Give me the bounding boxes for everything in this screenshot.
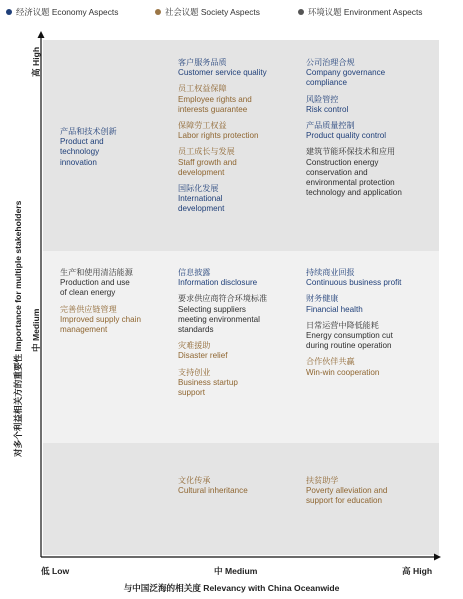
- cell-r0-c1: [178, 58, 300, 221]
- matrix-item-zh: 要求供应商符合环境标准: [178, 294, 268, 304]
- matrix-item-zh: 扶贫助学: [306, 476, 339, 485]
- matrix-item-en: Information disclosure: [178, 278, 258, 288]
- matrix-item-zh: 客户服务品质: [178, 58, 227, 67]
- matrix-item-zh: 持续商业回报: [306, 268, 355, 277]
- matrix-item-zh: 灾难援助: [178, 341, 211, 351]
- matrix-item-en: Business startup support: [178, 377, 238, 398]
- matrix-item: [60, 127, 182, 168]
- matrix-item: [178, 147, 300, 178]
- matrix-item-zh: 产品质量控制: [306, 121, 355, 131]
- matrix-item: [60, 268, 182, 299]
- matrix-item: [178, 58, 300, 78]
- cell-r2-c1: [178, 476, 300, 502]
- y-axis-label-wrap: [12, 127, 26, 457]
- cell-r1-c0: [60, 268, 182, 341]
- matrix-item: [306, 95, 441, 115]
- matrix-item: [306, 357, 441, 377]
- matrix-item-zh: 日常运营中降低能耗: [306, 320, 379, 330]
- matrix-item-en: Customer service quality: [178, 68, 267, 78]
- cell-r0-c2: [306, 58, 441, 204]
- legend-label-economy: 经济议题 Economy Aspects: [16, 7, 119, 17]
- matrix-item-en: Continuous business profit: [306, 278, 402, 288]
- matrix-item-zh: 公司治理合规: [306, 58, 355, 67]
- matrix-item-en: Staff growth and development: [178, 157, 237, 177]
- matrix-item-en: Labor rights protection: [178, 131, 259, 141]
- matrix-item: [178, 268, 300, 288]
- matrix-item-zh: 支持创业: [178, 367, 211, 377]
- matrix-item-en: Construction energy conservation and environmental protection technology and application: [306, 157, 402, 198]
- matrix-item-zh: 信息披露: [178, 268, 211, 277]
- matrix-item-en: Product and technology innovation: [60, 137, 104, 167]
- x-tick-high: 高 High: [402, 566, 433, 576]
- matrix-item: [306, 476, 441, 507]
- matrix-item-en: Company governance compliance: [306, 68, 386, 88]
- matrix-item: [178, 84, 300, 115]
- x-tick-low: 低 Low: [41, 566, 70, 576]
- matrix-item: [60, 305, 182, 336]
- matrix-item-en: Financial health: [306, 304, 363, 314]
- matrix-item-zh: 产品和技术创新: [60, 127, 117, 136]
- matrix-item: [306, 294, 441, 314]
- y-tick-medium: 中 Medium: [31, 308, 41, 352]
- matrix-item-en: Win-win cooperation: [306, 367, 380, 377]
- matrix-item-en: Employee rights and interests guarantee: [178, 94, 252, 114]
- x-tick-medium: 中 Medium: [214, 566, 258, 576]
- matrix-item-zh: 建筑节能环保技术和应用: [306, 147, 396, 157]
- matrix-item-zh: 完善供应链管理: [60, 304, 117, 314]
- y-axis-label: 对多个利益相关方的重要性 Importance for multiple stakeholders: [13, 200, 23, 457]
- x-axis-arrow: [434, 554, 441, 561]
- cell-r0-c0: [60, 127, 182, 174]
- matrix-item-zh: 国际化发展: [178, 184, 219, 194]
- matrix-item-en: Selecting suppliers meeting environmental standards: [178, 304, 260, 335]
- matrix-item-en: International development: [178, 194, 225, 214]
- matrix-item-zh: 合作伙伴共赢: [306, 357, 355, 367]
- matrix-item-zh: 文化传承: [178, 476, 211, 485]
- matrix-item-zh: 风险管控: [306, 94, 339, 104]
- matrix-item: [178, 294, 300, 335]
- cell-r1-c2: [306, 268, 441, 384]
- x-axis-label: 与中国泛海的相关度 Relevancy with China Oceanwide: [123, 583, 340, 593]
- matrix-item-zh: 财务健康: [306, 294, 339, 304]
- cell-r2-c2: [306, 476, 441, 513]
- matrix-item-en: Cultural inheritance: [178, 486, 248, 496]
- matrix-item-en: Improved supply chain management: [60, 314, 141, 335]
- matrix-item-en: Production and use of clean energy: [60, 278, 130, 298]
- legend-label-environment: 环境议题 Environment Aspects: [308, 7, 423, 17]
- matrix-item-en: Energy consumption cut during routine operation: [306, 331, 393, 351]
- y-axis-arrow: [38, 31, 45, 38]
- matrix-item-en: Poverty alleviation and support for education: [306, 486, 388, 506]
- matrix-item: [306, 268, 441, 288]
- matrix-item-en: Disaster relief: [178, 351, 228, 361]
- matrix-item-en: Risk control: [306, 104, 349, 114]
- matrix-item: [306, 121, 441, 141]
- matrix-item-zh: 员工权益保障: [178, 84, 227, 94]
- matrix-item: [178, 184, 300, 215]
- y-tick-high: 高 High: [31, 46, 41, 77]
- matrix-item-zh: 保障劳工权益: [178, 121, 227, 131]
- matrix-item-zh: 员工成长与发展: [178, 147, 235, 157]
- matrix-item: [178, 368, 300, 399]
- matrix-item: [306, 147, 441, 198]
- matrix-item: [178, 341, 300, 361]
- matrix-item: [178, 476, 300, 496]
- cell-r1-c1: [178, 268, 300, 404]
- matrix-item-en: Product quality control: [306, 131, 387, 141]
- matrix-item: [178, 121, 300, 141]
- legend-label-society: 社会议题 Society Aspects: [165, 7, 260, 17]
- matrix-item-zh: 生产和使用清洁能源: [60, 268, 133, 277]
- matrix-item: [306, 321, 441, 352]
- matrix-item: [306, 58, 441, 89]
